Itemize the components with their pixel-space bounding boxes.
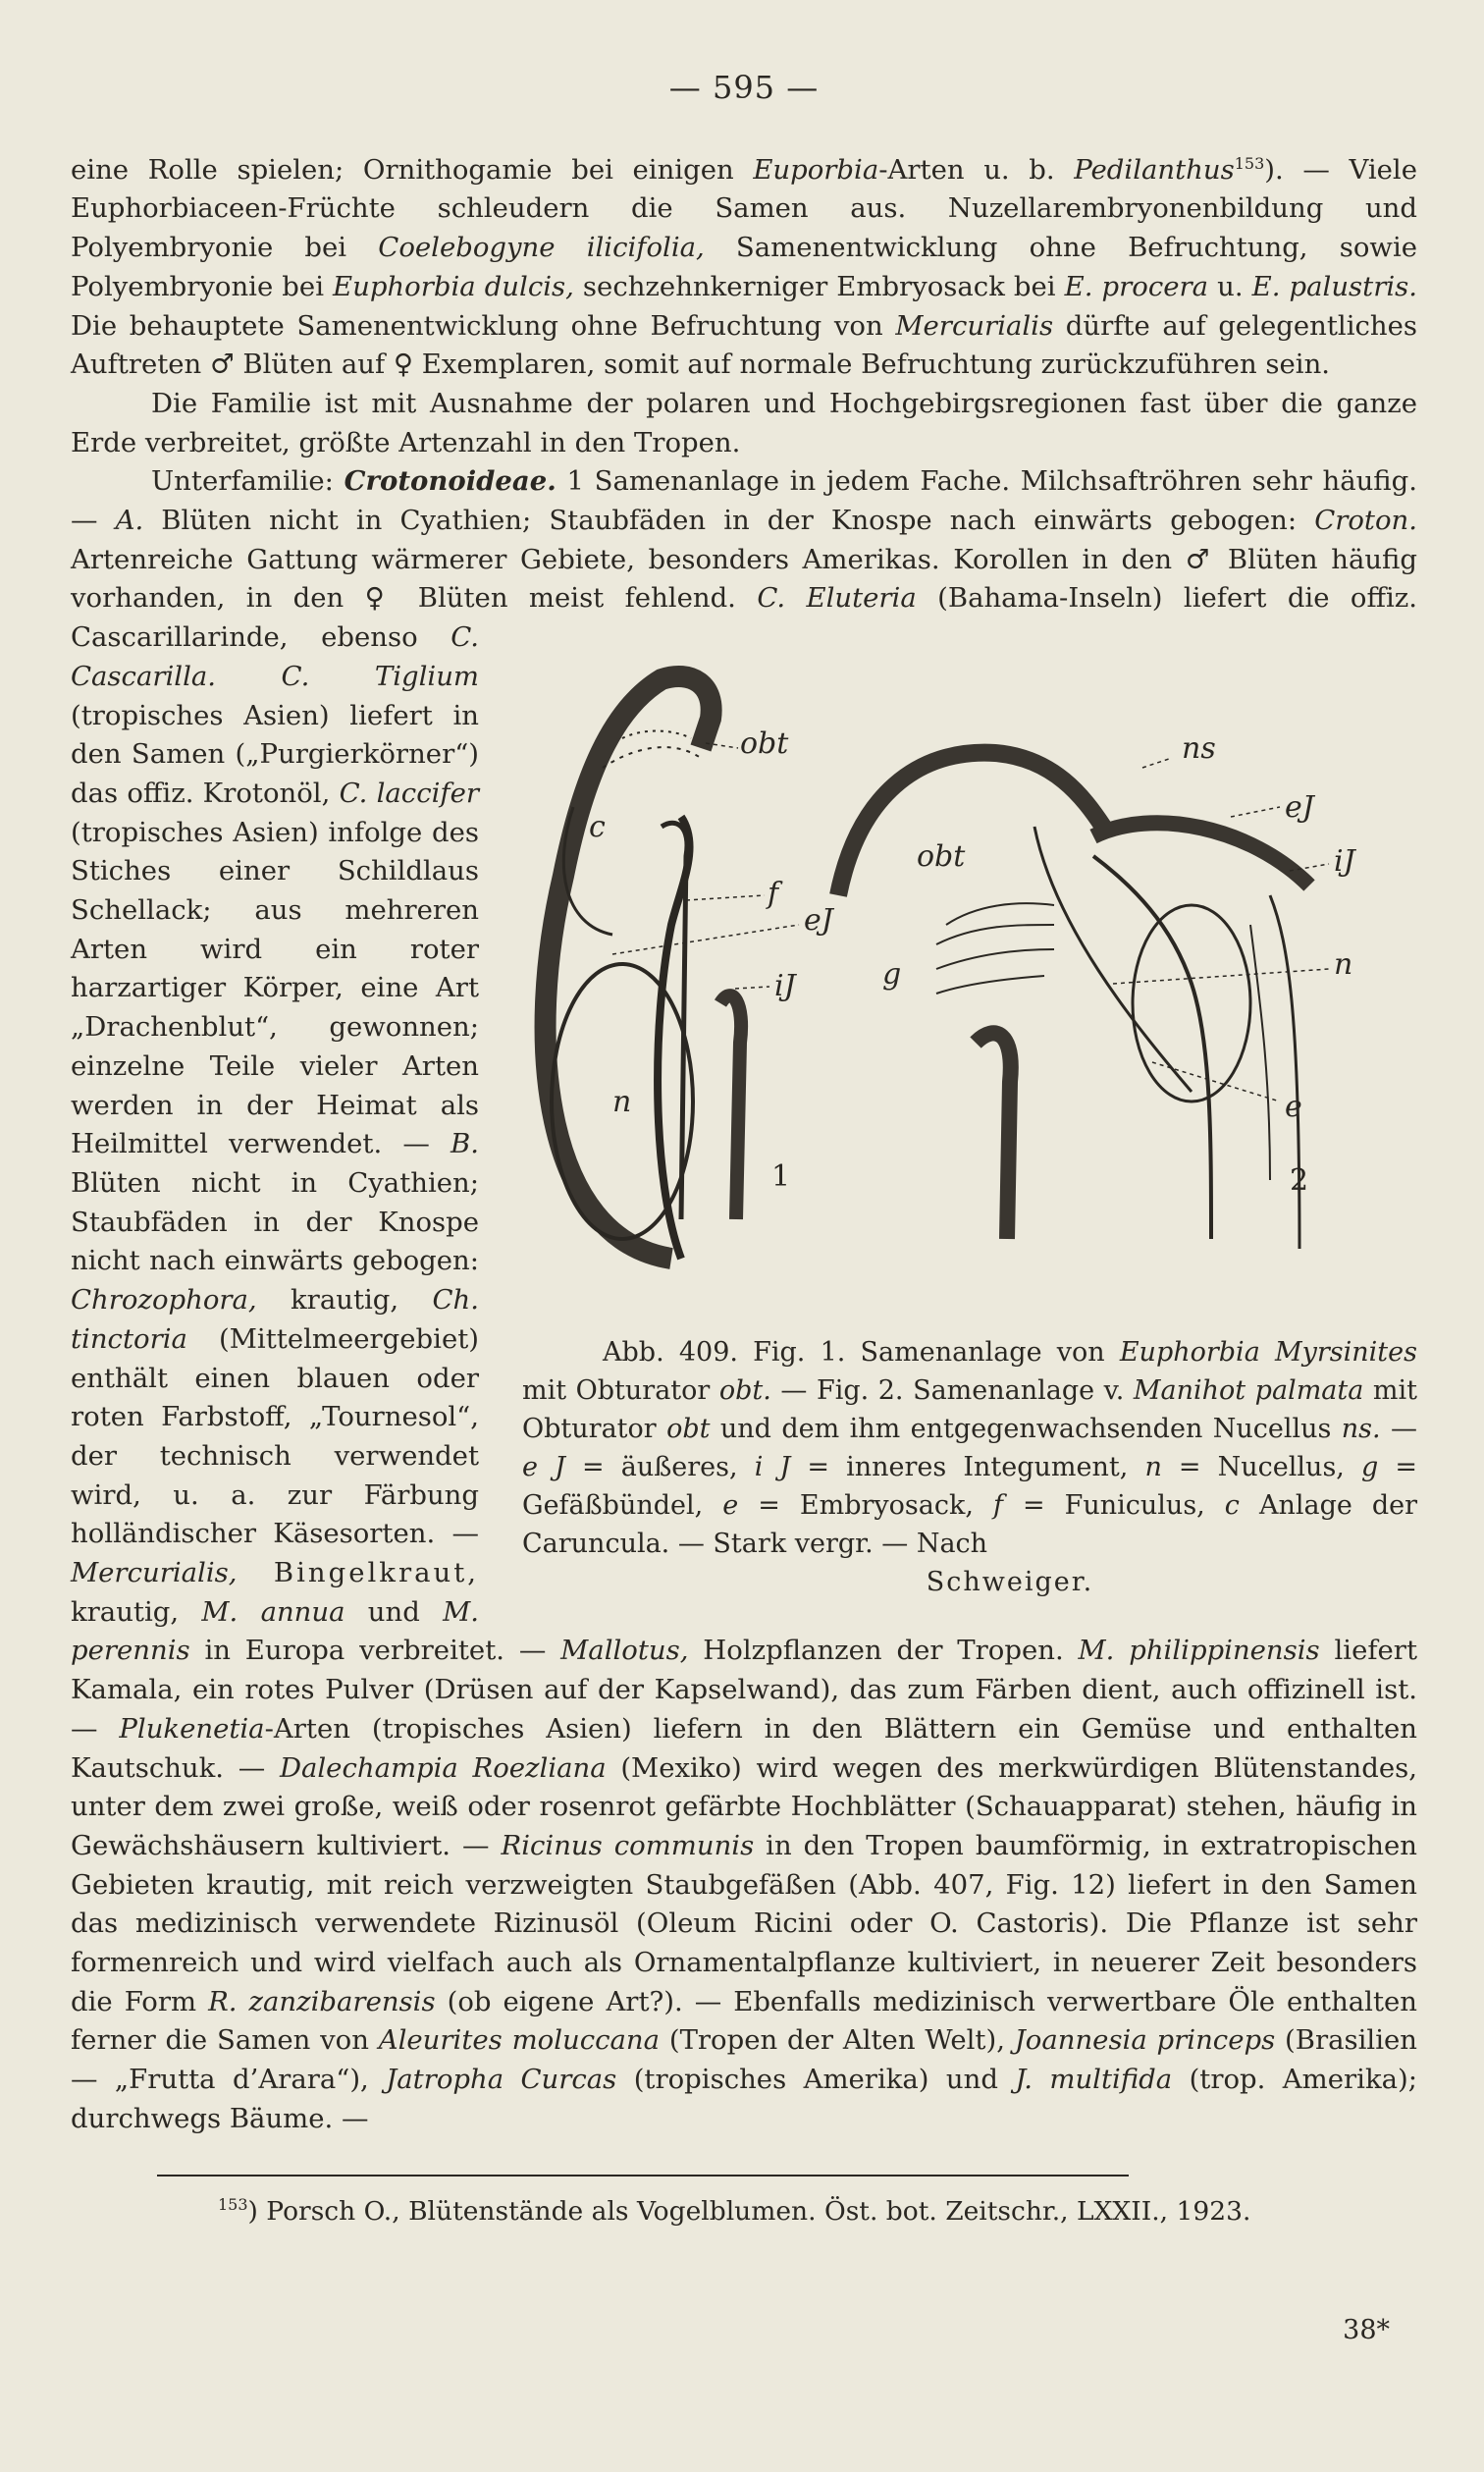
label-iJ-1: iJ — [774, 969, 796, 1004]
label-obt-2: obt — [917, 839, 966, 875]
paragraph-2: Die Familie ist mit Ausnahme der polaren und Hochgebirgsregionen fast über die ganze Erde verbreitet, größte Artenzahl in den Tropen. — [71, 387, 1417, 458]
footnote-ref: 153 — [1234, 153, 1265, 173]
signature-mark: 38* — [1343, 2315, 1390, 2345]
paragraph-1: eine Rolle spielen; Ornithogamie bei einigen Euporbia-Arten u. b. Pedilanthus$^{153}$). — Viele Euphorbiaceen-Früchte schleudern die Samen aus. Nuzellarembryonenbildung und Polyembryonie bei Coelebogyne ilicifolia, Samenentwicklung ohne Befruchtung, sowie Polyembryonie bei Euphorbia dulcis, sechzehnkerniger Embryosack bei E. procera u. E. palustris. Die behauptete Samenentwicklung ohne Befruchtung von Mercurialis dürfte auf gelegentliches Auftreten ♂ Blüten auf ♀ Exemplaren, somit auf normale Befruchtung zurückzuführen sein. — [71, 153, 1418, 381]
page — [71, 69, 1417, 2230]
figure-caption: Abb. 409. Fig. 1. Samenanlage von Euphorbia Myrsinites mit Obturator obt. — Fig. 2. Samenanlage v. Manihot palmata mit Obturator obt und dem ihm entgegenwachsenden Nucellus ns. — e J = äußeres, i J = inneres Integument, n = Nucellus, g = Gefäßbündel, e = Embryosack, f = Funiculus, c Anlage der Caruncula. — Stark vergr. — Nach Schweiger. — [522, 1337, 1418, 1598]
label-fig-1: 1 — [771, 1159, 791, 1195]
label-ns: ns — [1182, 731, 1216, 767]
figure-409 — [504, 630, 1417, 1601]
label-obt-1: obt — [740, 726, 789, 762]
footnote-divider — [157, 2175, 1129, 2176]
label-iJ-2: iJ — [1334, 844, 1355, 880]
label-eJ-2: eJ — [1285, 790, 1314, 826]
label-g: g — [882, 957, 902, 993]
label-c: c — [589, 810, 606, 845]
label-n-2: n — [1334, 947, 1353, 983]
page-number: — 595 — — [668, 69, 820, 106]
label-n-1: n — [612, 1085, 632, 1120]
label-eJ-1: eJ — [804, 903, 833, 939]
ovule-illustration — [504, 630, 1417, 1317]
label-e: e — [1285, 1090, 1302, 1125]
paragraph-3: Unterfamilie: Crotonoideae. 1 Samenanlage in jedem Fache. Milchsaftröhren sehr häufig. — A. Blüten nicht in Cyathien; Staubfäden in der Knospe nach einwärts gebogen: Croton. Artenreiche Gattung wärmerer Gebiete, besonders Amerikas. Korollen in den ♂ Blüten häufig vorhanden, in den ♀ Blüten meist fehlend. C. Eluteria (Bahama-Inseln) liefert die offiz. Cascarillarinde, ebenso obt c f eJ iJ n 1 ns eJ obt iJ g n e 2 Abb. 409. Fig. 1. Samenanlage von Euphorbia Myrsinites mit Obturator obt. — Fig. 2. Samenanlage v. Manihot palmata mit Obturator obt und dem ihm entgegenwachsenden Nucellus ns. — e J = äußeres, i J = inneres Integument, n = Nucellus, g = Gefäßbündel, e = Embryosack, f = Funiculus, c Anlage der Caruncula. — Stark vergr. — Nach Schweiger. C. Cascarilla. C. Tiglium (tropisches Asien) liefert in den Samen („Purgierkörner“) das offiz. Krotonöl, C. laccifer (tropisches Asien) infolge des Stiches einer Schildlaus Schellack; aus mehreren Arten wird ein roter harzartiger Körper, eine Art „Drachenblut“, gewonnen; einzelne Teile vieler Arten werden in der Heimat als Heilmittel verwendet. — B. Blüten nicht in Cyathien; Staubfäden in der Knospe nicht nach einwärts gebogen: Chrozophora, krautig, Ch. tinctoria (Mittelmeergebiet) enthält einen blauen oder roten Farbstoff, „Tournesol“, der technisch verwendet wird, u. a. zur Färbung holländischer Käsesorten. — Mercurialis, Bingelkraut, krautig, M. annua und M. perennis in Europa verbreitet. — Mallotus, Holzpflanzen der Tropen. M. philippinensis liefert Kamala, ein rotes Pulver (Drüsen auf der Kapselwand), das zum Färben dient, auch offizinell ist. — Plukenetia-Arten (tropisches Asien) liefern in den Blättern ein Gemüse und enthalten Kautschuk. — Dalechampia Roezliana (Mexiko) wird wegen des merkwürdigen Blütenstandes, unter dem zwei große, weiß oder rosenrot gefärbte Hochblätter (Schauapparat) stehen, häufig in Gewächshäusern kultiviert. — Ricinus communis in den Tropen baumförmig, in extratropischen Gebieten krautig, mit reich verzweigten Staubgefäßen (Abb. 407, Fig. 12) liefert in den Samen das medizinisch verwendete Rizinusöl (Oleum Ricini oder O. Castoris). Die Pflanze ist sehr formenreich und wird vielfach auch als Ornamentalpflanze kultiviert, in neuerer Zeit besonders die Form R. zanzibarensis (ob eigene Art?). — Ebenfalls medizinisch verwertbare Öle enthalten ferner die Samen von Aleurites moluccana (Tropen der Alten Welt), Joannesia princeps (Brasilien — „Frutta d’Arara“), Jatropha Curcas (tropisches Amerika) und J. multifida (trop. Amerika); durchwegs Bäume. — — [71, 465, 1418, 2134]
footnote: $^{153}$) Porsch O., Blütenstände als Vogelblumen. Öst. bot. Zeitschr., LXXII., 1923. — [218, 2194, 1251, 2227]
label-fig-2: 2 — [1290, 1163, 1309, 1199]
label-f: f — [768, 877, 779, 912]
